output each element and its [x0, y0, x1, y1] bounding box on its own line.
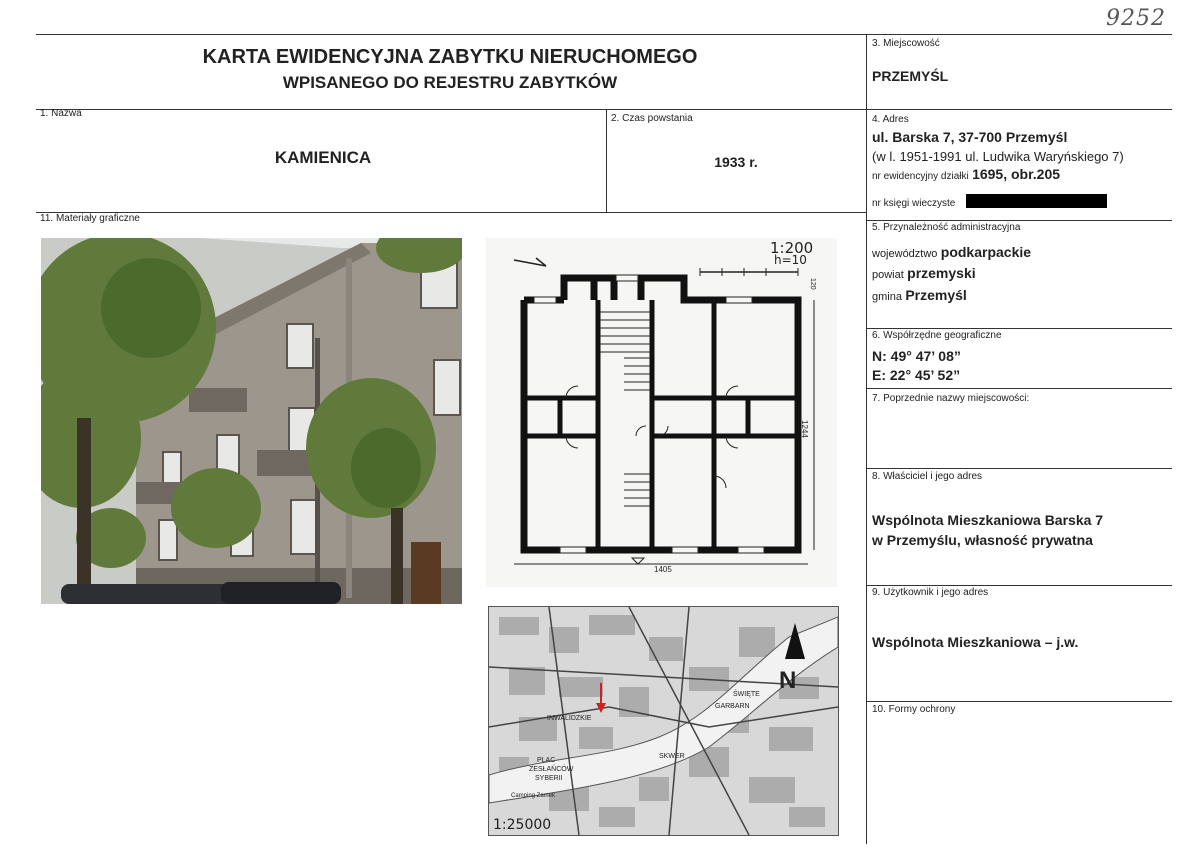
owner-line2: w Przemyślu, własność prywatna: [872, 532, 1093, 548]
field-10-label: 10. Formy ochrony: [872, 704, 956, 715]
county-row: [872, 265, 976, 281]
field-2-label: 2. Czas powstania: [611, 113, 693, 124]
grid-line: [866, 328, 1172, 329]
grid-line: [866, 220, 1172, 221]
grid-line: [866, 468, 1172, 469]
field-2-value: 1933 r.: [714, 154, 758, 170]
field-3-label: 3. Miejscowość: [872, 38, 940, 49]
grid-line: [36, 212, 866, 213]
card-title-line1: KARTA EWIDENCYJNA ZABYTKU NIERUCHOMEGO: [202, 46, 698, 68]
voivodeship-value: podkarpackie: [940, 244, 1032, 260]
parcel-row: [872, 166, 1060, 182]
voivodeship-label: województwo: [872, 248, 938, 260]
map-label-zeslancow: ZESŁAŃCÓW: [529, 766, 574, 773]
address-line2: (w l. 1951-1991 ul. Ludwika Waryńskiego 7): [872, 149, 1124, 164]
commune-label: gmina: [872, 291, 902, 303]
map-label-swiete: ŚWIĘTE: [733, 691, 760, 698]
building-photo: [41, 238, 462, 604]
grid-line: [866, 585, 1172, 586]
field-1-value: KAMIENICA: [274, 148, 372, 167]
field-3-value: PRZEMYŚL: [872, 68, 949, 84]
plan-depth-dimension: 1244: [800, 420, 809, 438]
county-label: powiat: [872, 269, 904, 281]
owner-line1: Wspólnota Mieszkaniowa Barska 7: [872, 512, 1104, 528]
field-7-label: 7. Poprzednie nazwy miejscowości:: [872, 393, 1030, 404]
grid-line: [36, 109, 1172, 110]
field-5-label: 5. Przynależność administracyjna: [872, 222, 1021, 233]
handwritten-catalog-number: 9252: [1106, 6, 1166, 31]
parcel-label: nr ewidencyjny działki: [872, 171, 969, 182]
latitude: N: 49° 47’ 08”: [872, 348, 961, 364]
longitude: E: 22° 45’ 52”: [872, 367, 961, 383]
card-title-line2: WPISANEGO DO REJESTRU ZABYTKÓW: [282, 73, 618, 92]
field-8-label: 8. Właściciel i jego adres: [872, 471, 983, 482]
commune-value: Przemyśl: [905, 287, 967, 303]
map-label-skwer: SKWER: [659, 753, 685, 760]
county-value: przemyski: [907, 265, 976, 281]
plan-height: h=10: [774, 253, 807, 267]
user-value: Wspólnota Mieszkaniowa – j.w.: [872, 634, 1079, 650]
grid-line: [36, 34, 1172, 35]
grid-line: [866, 34, 867, 844]
field-1-label: 1. Nazwa: [40, 108, 82, 119]
field-9-label: 9. Użytkownik i jego adres: [872, 587, 989, 598]
map-label-inwalidzkie: INWALIDZKIE: [547, 715, 592, 722]
field-11-label: 11. Materiały graficzne: [40, 213, 140, 224]
location-map: [488, 606, 839, 836]
plan-side-dimension: 120: [809, 278, 816, 290]
floor-plan: [486, 238, 837, 587]
map-label-plac: PLAC: [537, 757, 556, 764]
redaction-bar: [966, 194, 1107, 208]
map-label-camping: Camping Zamek: [511, 793, 556, 799]
map-label-syberii: SYBERII: [535, 775, 563, 782]
field-6-label: 6. Współrzędne geograficzne: [872, 330, 1002, 341]
commune-row: [872, 287, 967, 303]
map-label-garbarn: GARBARN: [715, 703, 750, 710]
plan-width-dimension: 1405: [654, 565, 672, 574]
map-scale: 1:25000: [493, 817, 552, 833]
address-line1: ul. Barska 7, 37-700 Przemyśl: [872, 129, 1068, 145]
voivodeship-row: [872, 244, 1031, 260]
grid-line: [866, 701, 1172, 702]
grid-line: [866, 388, 1172, 389]
field-4-label: 4. Adres: [872, 114, 909, 125]
map-north-letter: N: [779, 667, 797, 694]
plan-scale: 1:200: [770, 239, 814, 257]
land-book-row: [872, 195, 955, 209]
parcel-value: 1695, obr.205: [972, 166, 1061, 182]
land-book-label: nr księgi wieczyste: [872, 198, 956, 209]
